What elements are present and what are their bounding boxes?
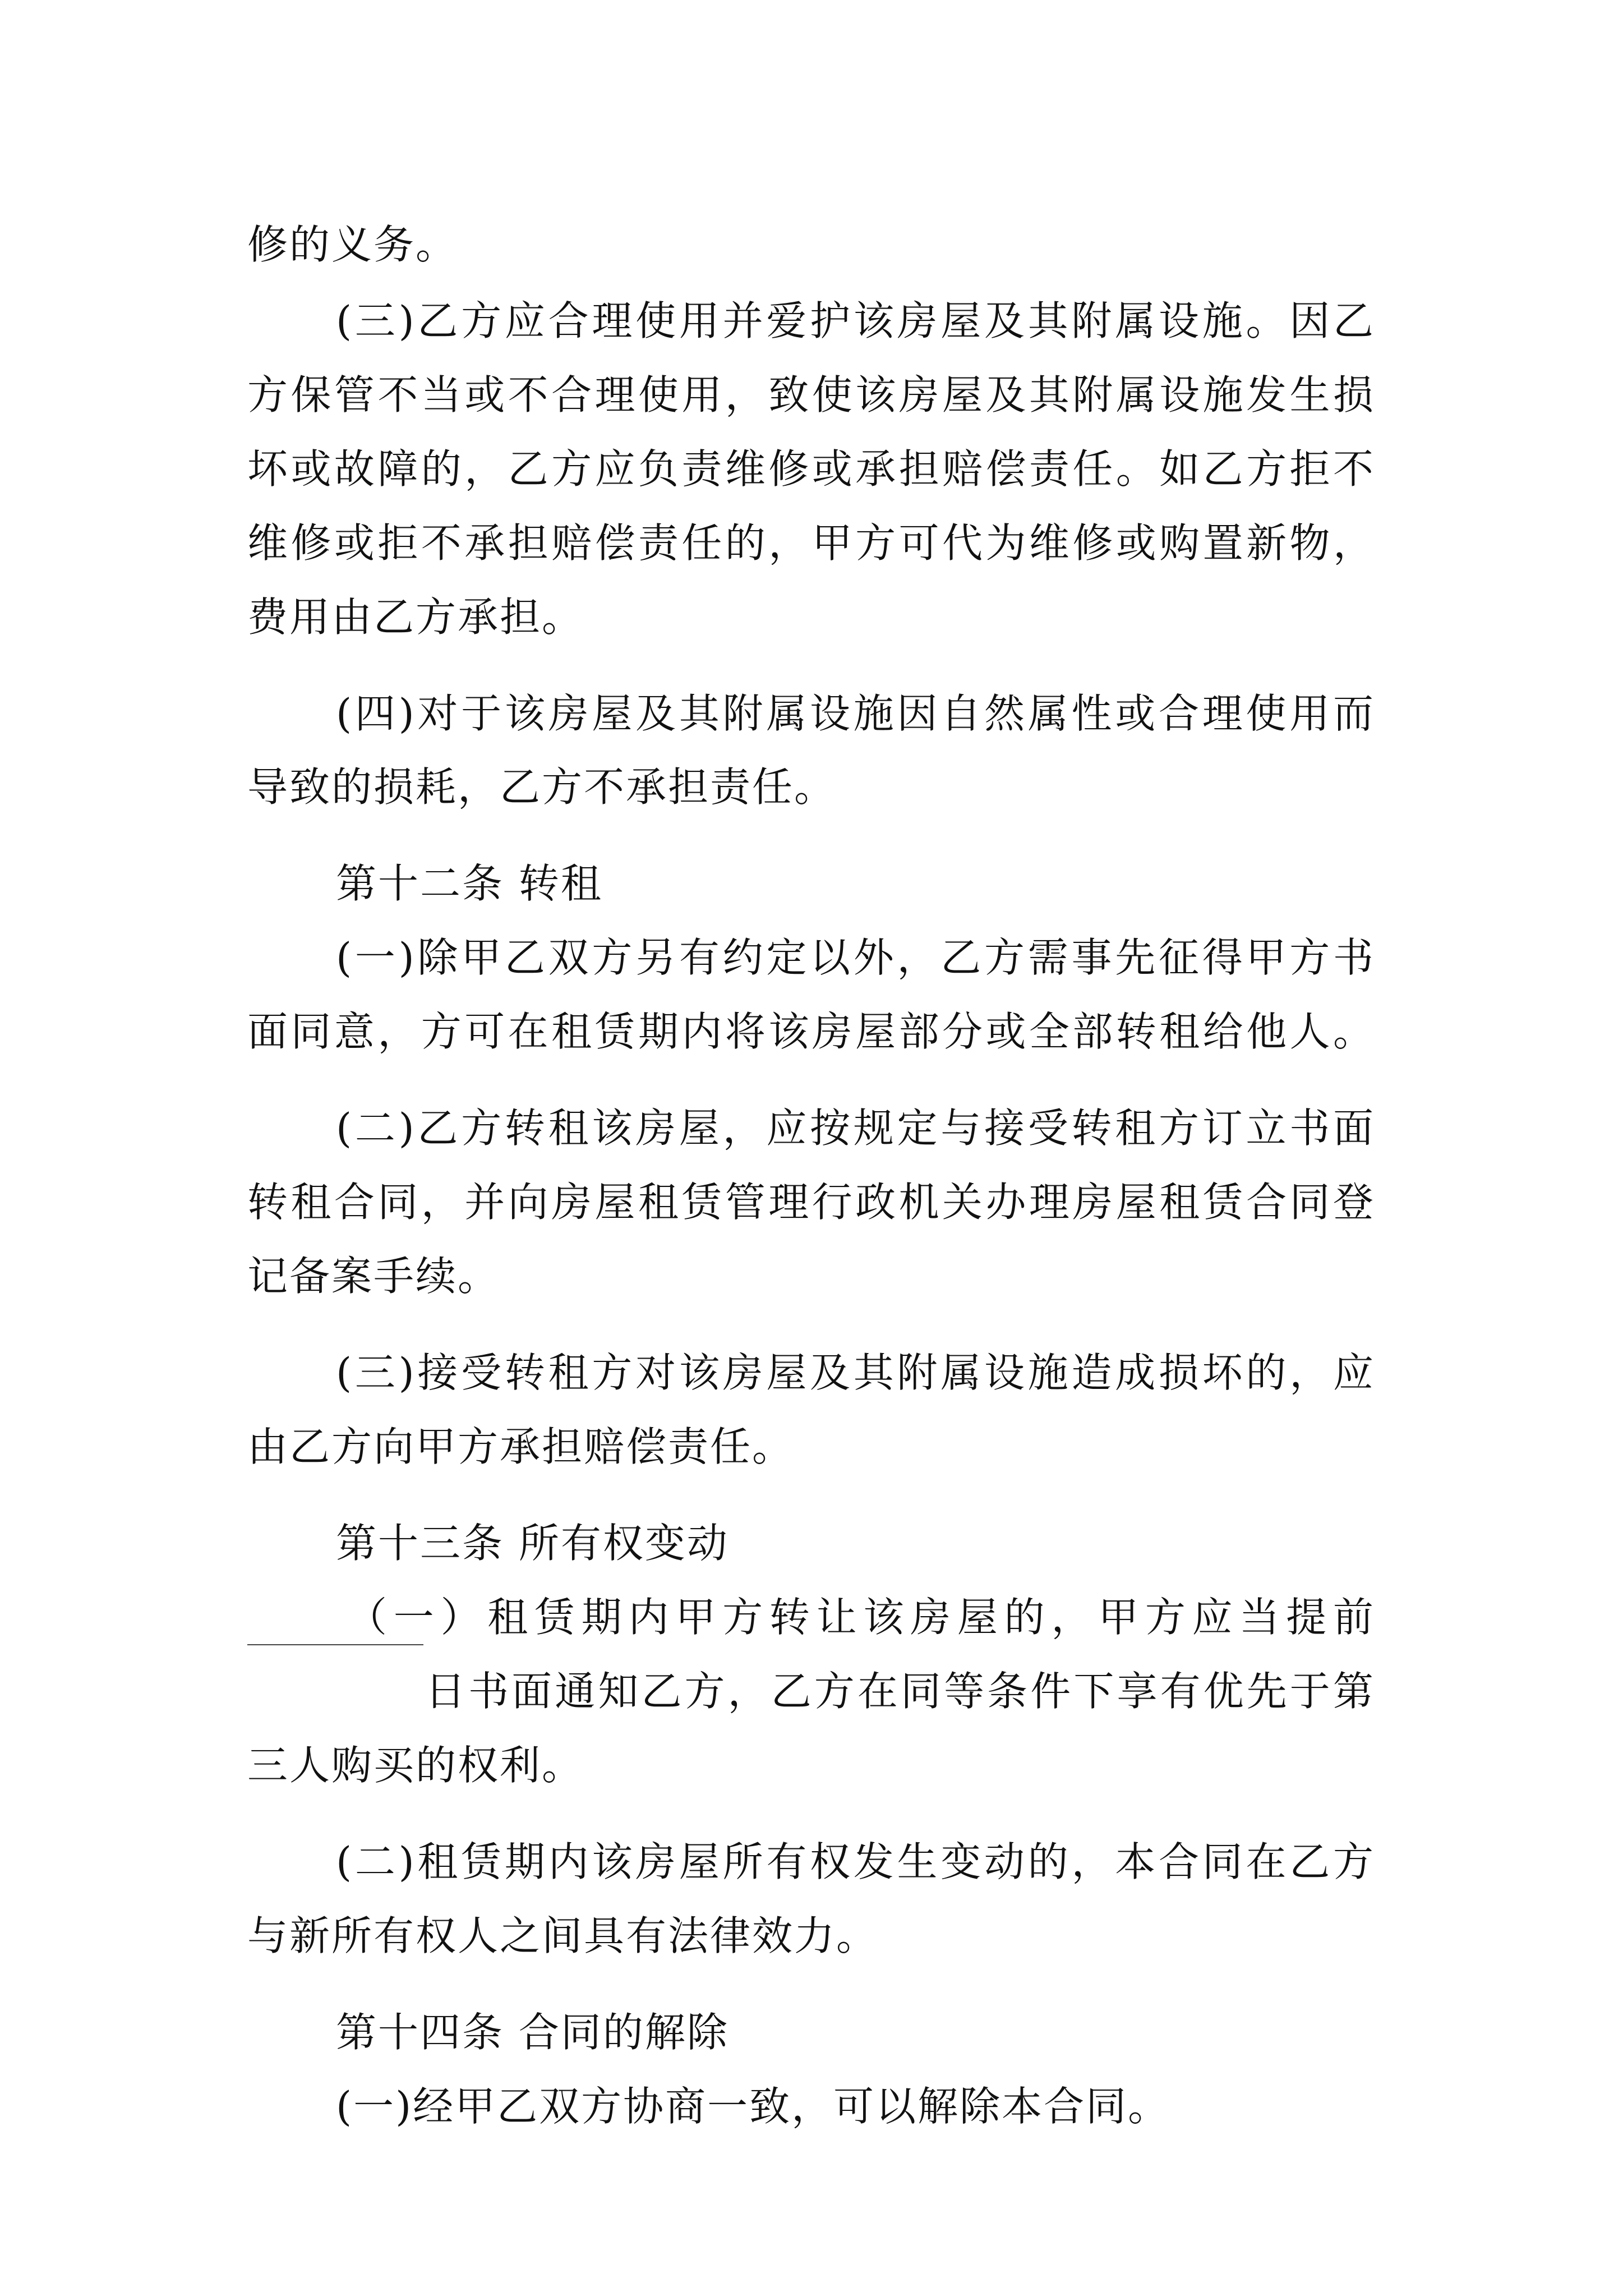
text-line: 记备案手续。 xyxy=(247,1253,500,1300)
text-line: 导致的损耗，乙方不承担责任。 xyxy=(247,763,837,811)
fill-in-blank xyxy=(247,1644,423,1645)
text-line: (一)经甲乙双方协商一致，可以解除本合同。 xyxy=(336,2083,1170,2130)
text-line: 转租合同，并向房屋租赁管理行政机关办理房屋租赁合同登 xyxy=(247,1179,1377,1226)
text-line: 三人购买的权利。 xyxy=(247,1742,584,1789)
article-heading: 第十二条 转租 xyxy=(336,860,603,907)
text-line: 面同意，方可在租赁期内将该房屋部分或全部转租给他人。 xyxy=(247,1008,1377,1055)
text-line: (三)接受转租方对该房屋及其附属设施造成损坏的，应 xyxy=(336,1349,1377,1396)
text-line: 费用由乙方承担。 xyxy=(247,593,584,641)
text-line: 日书面通知乙方，乙方在同等条件下享有优先于第 xyxy=(425,1668,1376,1715)
article-heading: 第十四条 合同的解除 xyxy=(336,2009,729,2056)
text-line: 维修或拒不承担赔偿责任的，甲方可代为维修或购置新物， xyxy=(247,519,1377,567)
text-line: 修的义务。 xyxy=(247,221,458,268)
text-line: (四)对于该房屋及其附属设施因自然属性或合理使用而 xyxy=(336,690,1377,737)
text-line: (二)乙方转租该房屋，应按规定与接受转租方订立书面 xyxy=(336,1105,1377,1152)
text-line: （一）租赁期内甲方转让该房屋的，甲方应当提前 xyxy=(347,1594,1380,1641)
text-line: 坏或故障的，乙方应负责维修或承担赔偿责任。如乙方拒不 xyxy=(247,445,1377,493)
text-line: 由乙方向甲方承担赔偿责任。 xyxy=(247,1423,795,1470)
text-line: (一)除甲乙双方另有约定以外，乙方需事先征得甲方书 xyxy=(336,934,1377,981)
text-line: (二)租赁期内该房屋所有权发生变动的，本合同在乙方 xyxy=(336,1838,1377,1885)
text-line: 方保管不当或不合理使用，致使该房屋及其附属设施发生损 xyxy=(247,371,1377,418)
text-line: (三)乙方应合理使用并爱护该房屋及其附属设施。因乙 xyxy=(336,297,1377,344)
article-heading: 第十三条 所有权变动 xyxy=(336,1520,729,1567)
text-line: 与新所有权人之间具有法律效力。 xyxy=(247,1912,879,1959)
